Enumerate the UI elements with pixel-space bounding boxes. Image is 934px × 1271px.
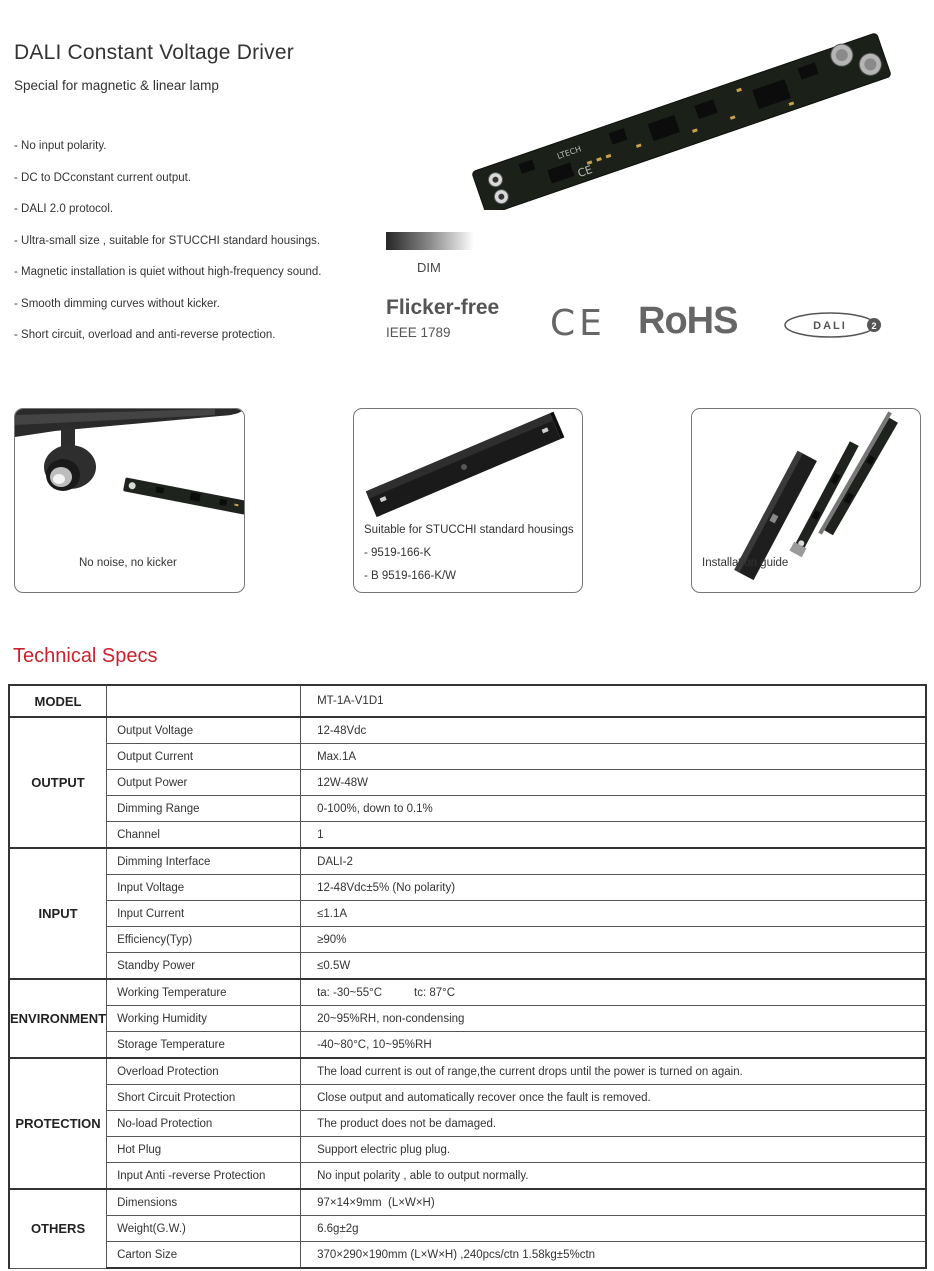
spec-value: Support electric plug plug. bbox=[301, 1137, 926, 1163]
feature-card-housings bbox=[353, 408, 583, 593]
table-row bbox=[9, 1006, 926, 1032]
spec-label: Hot Plug bbox=[107, 1137, 301, 1163]
section-environment: ENVIRONMENT bbox=[9, 979, 107, 1058]
model-spacer bbox=[107, 685, 301, 717]
spec-label: Storage Temperature bbox=[107, 1032, 301, 1059]
spec-value: Close output and automatically recover once the fault is removed. bbox=[301, 1085, 926, 1111]
feature-item: - Short circuit, overload and anti-reverse protection. bbox=[14, 329, 276, 341]
table-row bbox=[9, 1085, 926, 1111]
table-row bbox=[9, 927, 926, 953]
page-subtitle: Special for magnetic & linear lamp bbox=[14, 78, 219, 93]
spec-label: Output Power bbox=[107, 770, 301, 796]
spec-label: Channel bbox=[107, 822, 301, 849]
spec-label: Output Voltage bbox=[107, 717, 301, 744]
feature-item: - No input polarity. bbox=[14, 140, 107, 152]
spec-value: The product does not be damaged. bbox=[301, 1111, 926, 1137]
card-caption: Installation guide bbox=[702, 557, 789, 569]
spec-value: 97×14×9mm (L×W×H) bbox=[301, 1189, 926, 1216]
table-row bbox=[9, 685, 926, 717]
spec-value: ≤0.5W bbox=[301, 953, 926, 980]
spec-value: -40~80°C, 10~95%RH bbox=[301, 1032, 926, 1059]
table-row bbox=[9, 1058, 926, 1085]
board-ce-mark: CE bbox=[576, 163, 595, 181]
spec-value: 6.6g±2g bbox=[301, 1216, 926, 1242]
dali-logo-text: DALI bbox=[813, 320, 847, 332]
spec-value: 20~95%RH, non-condensing bbox=[301, 1006, 926, 1032]
spec-label: Output Current bbox=[107, 744, 301, 770]
spec-label: Efficiency(Typ) bbox=[107, 927, 301, 953]
table-row bbox=[9, 1111, 926, 1137]
spec-value: ≥90% bbox=[301, 927, 926, 953]
table-row bbox=[9, 848, 926, 875]
table-row bbox=[9, 717, 926, 744]
spec-value: 370×290×190mm (L×W×H) ,240pcs/ctn 1.58kg±5%ctn bbox=[301, 1242, 926, 1269]
feature-card-installation bbox=[691, 408, 921, 593]
specs-title: Technical Specs bbox=[13, 645, 158, 667]
product-board-image bbox=[458, 30, 898, 210]
spec-value: 12-48Vdc bbox=[301, 717, 926, 744]
spec-label: Short Circuit Protection bbox=[107, 1085, 301, 1111]
table-row bbox=[9, 770, 926, 796]
spec-label: Standby Power bbox=[107, 953, 301, 980]
table-row bbox=[9, 1189, 926, 1216]
spec-value: ta: -30~55°C tc: 87°C bbox=[301, 979, 926, 1006]
spec-label: Input Voltage bbox=[107, 875, 301, 901]
dim-label: DIM bbox=[417, 260, 441, 275]
spec-value: 0-100%, down to 0.1% bbox=[301, 796, 926, 822]
spec-value: Max.1A bbox=[301, 744, 926, 770]
housing-model-2: - B 9519-166-K/W bbox=[364, 570, 457, 582]
spec-label: Dimming Range bbox=[107, 796, 301, 822]
spec-label: Weight(G.W.) bbox=[107, 1216, 301, 1242]
track-light-image bbox=[15, 409, 244, 559]
dali-logo bbox=[784, 310, 884, 340]
table-row bbox=[9, 953, 926, 980]
table-row bbox=[9, 1163, 926, 1190]
model-label: MODEL bbox=[9, 685, 107, 717]
spec-value: ≤1.1A bbox=[301, 901, 926, 927]
spec-label: Working Temperature bbox=[107, 979, 301, 1006]
page-title: DALI Constant Voltage Driver bbox=[14, 41, 294, 64]
feature-item: - DALI 2.0 protocol. bbox=[14, 203, 114, 215]
table-row bbox=[9, 822, 926, 849]
table-row bbox=[9, 875, 926, 901]
spec-value: 1 bbox=[301, 822, 926, 849]
table-row bbox=[9, 1242, 926, 1269]
spec-label: Input Current bbox=[107, 901, 301, 927]
dali-logo-version: 2 bbox=[871, 321, 877, 331]
table-row bbox=[9, 901, 926, 927]
spec-value: DALI-2 bbox=[301, 848, 926, 875]
section-input: INPUT bbox=[9, 848, 107, 979]
board-brand: LTECH bbox=[555, 144, 583, 162]
table-row bbox=[9, 1216, 926, 1242]
section-protection: PROTECTION bbox=[9, 1058, 107, 1189]
spec-value: 12W-48W bbox=[301, 770, 926, 796]
flicker-free-title: Flicker-free bbox=[386, 296, 500, 319]
spec-label: Carton Size bbox=[107, 1242, 301, 1269]
rohs-logo: RoHS bbox=[638, 300, 738, 342]
spec-value: 12-48Vdc±5% (No polarity) bbox=[301, 875, 926, 901]
dim-gradient bbox=[386, 232, 474, 250]
section-others: OTHERS bbox=[9, 1189, 107, 1268]
ce-logo: CE bbox=[550, 303, 606, 344]
specs-table bbox=[8, 684, 927, 1269]
spec-label: Working Humidity bbox=[107, 1006, 301, 1032]
table-row bbox=[9, 744, 926, 770]
spec-value: The load current is out of range,the current drops until the power is turned on again. bbox=[301, 1058, 926, 1085]
model-value: MT-1A-V1D1 bbox=[301, 685, 926, 717]
spec-value: No input polarity , able to output normally. bbox=[301, 1163, 926, 1190]
table-row bbox=[9, 1137, 926, 1163]
table-row bbox=[9, 979, 926, 1006]
housing-image bbox=[354, 409, 582, 519]
flicker-standard: IEEE 1789 bbox=[386, 325, 451, 340]
spec-label: Dimming Interface bbox=[107, 848, 301, 875]
housing-model-1: - 9519-166-K bbox=[364, 547, 432, 559]
table-row bbox=[9, 1032, 926, 1059]
spec-label: Input Anti -reverse Protection bbox=[107, 1163, 301, 1190]
spec-label: Dimensions bbox=[107, 1189, 301, 1216]
feature-item: - Smooth dimming curves without kicker. bbox=[14, 297, 220, 310]
card-caption: No noise, no kicker bbox=[79, 557, 177, 569]
spec-label: No-load Protection bbox=[107, 1111, 301, 1137]
spec-label: Overload Protection bbox=[107, 1058, 301, 1085]
feature-card-no-noise bbox=[14, 408, 245, 593]
table-row bbox=[9, 796, 926, 822]
card-caption: Suitable for STUCCHI standard housings bbox=[364, 524, 574, 536]
section-output: OUTPUT bbox=[9, 717, 107, 848]
feature-list bbox=[14, 137, 321, 358]
feature-item: - DC to DCconstant current output. bbox=[14, 171, 192, 184]
feature-item: - Ultra-small size , suitable for STUCCHI standard housings. bbox=[14, 234, 321, 247]
feature-item: - Magnetic installation is quiet without high-frequency sound. bbox=[14, 266, 322, 278]
